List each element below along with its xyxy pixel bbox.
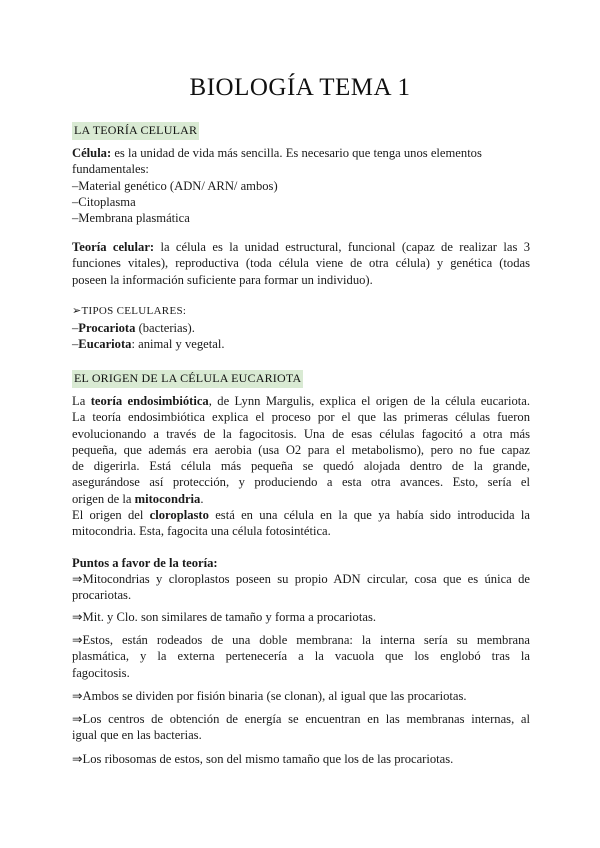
element-item: –Material genético (ADN/ ARN/ ambos) [72, 178, 278, 193]
element-item: –Membrana plasmática [72, 211, 190, 226]
celula-definition [72, 145, 530, 226]
punto-item: ⇒Estos, están rodeados de una doble membrana: la interna sería su membrana plasmática, y la externa pertenecería a la vacuola que los englobó tras la fagocitosis. [72, 633, 530, 680]
paragraph-line: asegurándose así protección, y produciendo a esta otra avances. Esto, sería el [72, 475, 530, 490]
punto-item: ⇒Los centros de obtención de energía se encuentran en las membranas internas, al igual que en las bacterias. [72, 712, 530, 743]
paragraph-line: El origen del cloroplasto está en una célula en la que ya había sido introducida la [72, 508, 530, 523]
teoria-line-2: funciones vitales), reproductiva (toda célula viene de otra célula) y genética (todas [72, 256, 530, 271]
paragraph-line: La teoría endosimbiótica explica el proceso por el que las primeras células fueron [72, 410, 530, 425]
punto-item: ⇒Ambos se dividen por fisión binaria (se clonan), al igual que las procariotas. [72, 689, 467, 703]
tipo-item-procariota: –Procariota (bacterias). [72, 321, 195, 335]
paragraph-line: mitocondria. Esta, fagocita una célula fotosintética. [72, 524, 331, 539]
celula-line-1: Célula: es la unidad de vida más sencilla. Es necesario que tenga unos elementos [72, 146, 482, 160]
section-heading-teoria-celular: LA TEORÍA CELULAR [72, 122, 199, 140]
paragraph-line: origen de la mitocondria. [72, 491, 204, 506]
teoria-celular-paragraph [72, 239, 530, 288]
punto-item: ⇒Los ribosomas de estos, son del mismo tamaño que los de las procariotas. [72, 752, 454, 766]
paragraph-line: evolucionando a través de la fagocitosis. Una de esas células fagocitó a otra más [72, 426, 530, 441]
paragraph-line: pequeña, que además era aerobia (usa O2 para el metabolismo), pero no fue capaz [72, 442, 530, 457]
tipos-list [72, 320, 530, 353]
celula-line-2: fundamentales: [72, 162, 149, 177]
mitocondria-term: mitocondria [134, 491, 201, 506]
teoria-line-3: poseen la información suficiente para formar un individuo). [72, 272, 373, 287]
punto-item: ⇒Mit. y Clo. son similares de tamaño y forma a procariotas. [72, 610, 376, 624]
paragraph-line: La teoría endosimbiótica, de Lynn Margulis, explica el origen de la célula eucariota. [72, 394, 530, 408]
page-title: BIOLOGÍA TEMA 1 [189, 74, 411, 101]
endosimbiotica-term: teoría endosimbiótica [90, 394, 209, 408]
endosimbiotica-paragraph [72, 393, 530, 540]
teoria-line-1: Teoría celular: la célula es la unidad estructural, funcional (capaz de realizar las 3 [72, 240, 530, 254]
puntos-heading: Puntos a favor de la teoría: [72, 556, 218, 570]
element-item: –Citoplasma [72, 194, 136, 209]
teoria-term: Teoría celular: [72, 240, 155, 254]
punto-item: ⇒Mitocondrias y cloroplastos poseen su propio ADN circular, cosa que es única de procariotas. [72, 572, 530, 603]
paragraph-line: de digerirla. Está célula más pequeña se quedó alojada dentro de la grande, [72, 459, 530, 474]
tipos-celulares-label: ➢TIPOS CELULARES: [72, 305, 187, 317]
section-heading-origen-eucariota: EL ORIGEN DE LA CÉLULA EUCARIOTA [72, 370, 303, 388]
celula-term: Célula: [72, 146, 112, 160]
tipo-item-eucariota: –Eucariota: animal y vegetal. [72, 337, 225, 352]
cloroplasto-term: cloroplasto [149, 508, 209, 523]
